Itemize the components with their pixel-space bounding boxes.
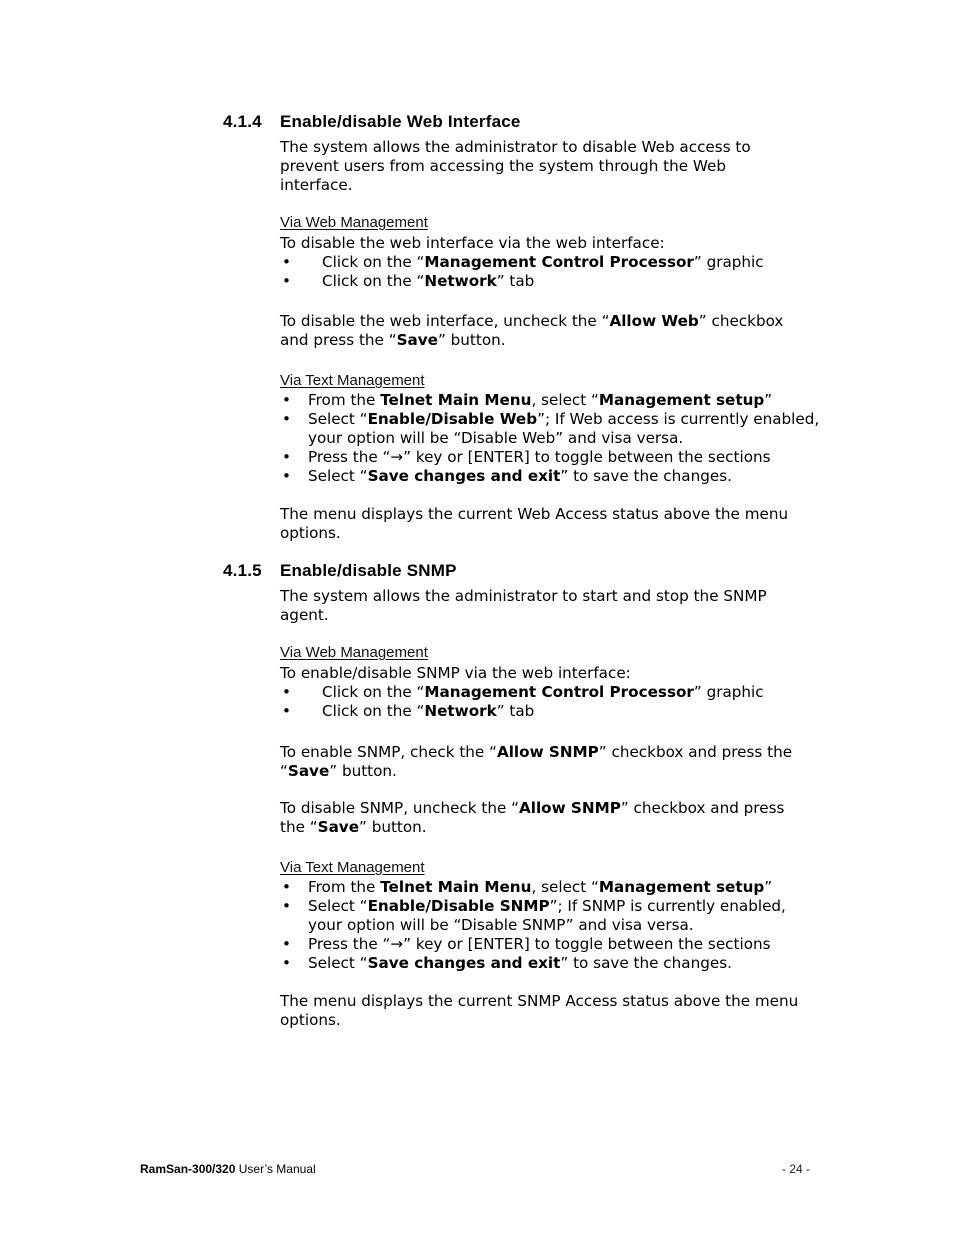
enable-instruction: To enable SNMP, check the “Allow SNMP” checkbox and press the “Save” button.: [280, 743, 793, 780]
web-steps-list: [280, 683, 820, 721]
list-item: • Click on the “Management Control Processor” graphic: [280, 683, 820, 702]
list-item: • Press the “→” key or [ENTER] to toggle between the sections: [280, 935, 820, 954]
manual-label: User’s Manual: [235, 1162, 316, 1176]
web-lead-text: To enable/disable SNMP via the web interface:: [280, 664, 631, 682]
list-item: • Press the “→” key or [ENTER] to toggle between the sections: [280, 448, 820, 467]
section-heading-4-1-4: [223, 112, 521, 132]
subheading-web-management: Via Web Management: [280, 644, 428, 661]
section-heading-4-1-5: [223, 561, 457, 581]
uncheck-instruction: To disable the web interface, uncheck the “Allow Web” checkbox and press the “Save” button.: [280, 312, 784, 349]
list-item: • Click on the “Management Control Processor” graphic: [280, 253, 820, 272]
product-name: RamSan-300/320: [140, 1162, 236, 1176]
list-item: • From the Telnet Main Menu, select “Management setup”: [280, 391, 820, 410]
list-item: • From the Telnet Main Menu, select “Management setup”: [280, 878, 820, 897]
subheading-text-management: Via Text Management: [280, 859, 425, 876]
list-item: • Click on the “Network” tab: [280, 702, 820, 721]
disable-instruction: To disable SNMP, uncheck the “Allow SNMP” checkbox and press the “Save” button.: [280, 799, 785, 836]
closing-text: The menu displays the current SNMP Access status above the menu options.: [280, 992, 799, 1029]
subheading-text-management: Via Text Management: [280, 372, 425, 389]
list-item: • Select “Enable/Disable SNMP”; If SNMP is currently enabled, your option will be “Disable SNMP” and visa versa.: [280, 897, 820, 935]
section-title: Enable/disable Web Interface: [280, 112, 521, 131]
list-item: • Select “Save changes and exit” to save the changes.: [280, 467, 820, 486]
section-number: 4.1.4: [223, 112, 262, 131]
list-item: • Select “Enable/Disable Web”; If Web access is currently enabled, your option will be “Disable Web” and visa versa.: [280, 410, 820, 448]
closing-text: The menu displays the current Web Access status above the menu options.: [280, 505, 789, 542]
section-intro: The system allows the administrator to start and stop the SNMP agent.: [280, 587, 767, 624]
page-number: - 24 -: [782, 1162, 811, 1176]
list-item: • Select “Save changes and exit” to save the changes.: [280, 954, 820, 973]
web-lead-text: To disable the web interface via the web interface:: [280, 234, 665, 252]
subheading-web-management: Via Web Management: [280, 214, 428, 231]
text-steps-list: [280, 391, 820, 486]
section-title: Enable/disable SNMP: [280, 561, 457, 580]
web-steps-list: [280, 253, 820, 291]
footer-title: [140, 1162, 316, 1176]
list-item: • Click on the “Network” tab: [280, 272, 820, 291]
section-intro: The system allows the administrator to disable Web access to prevent users from accessing the system through the Web interface.: [280, 138, 751, 194]
text-steps-list: [280, 878, 820, 973]
section-number: 4.1.5: [223, 561, 262, 580]
